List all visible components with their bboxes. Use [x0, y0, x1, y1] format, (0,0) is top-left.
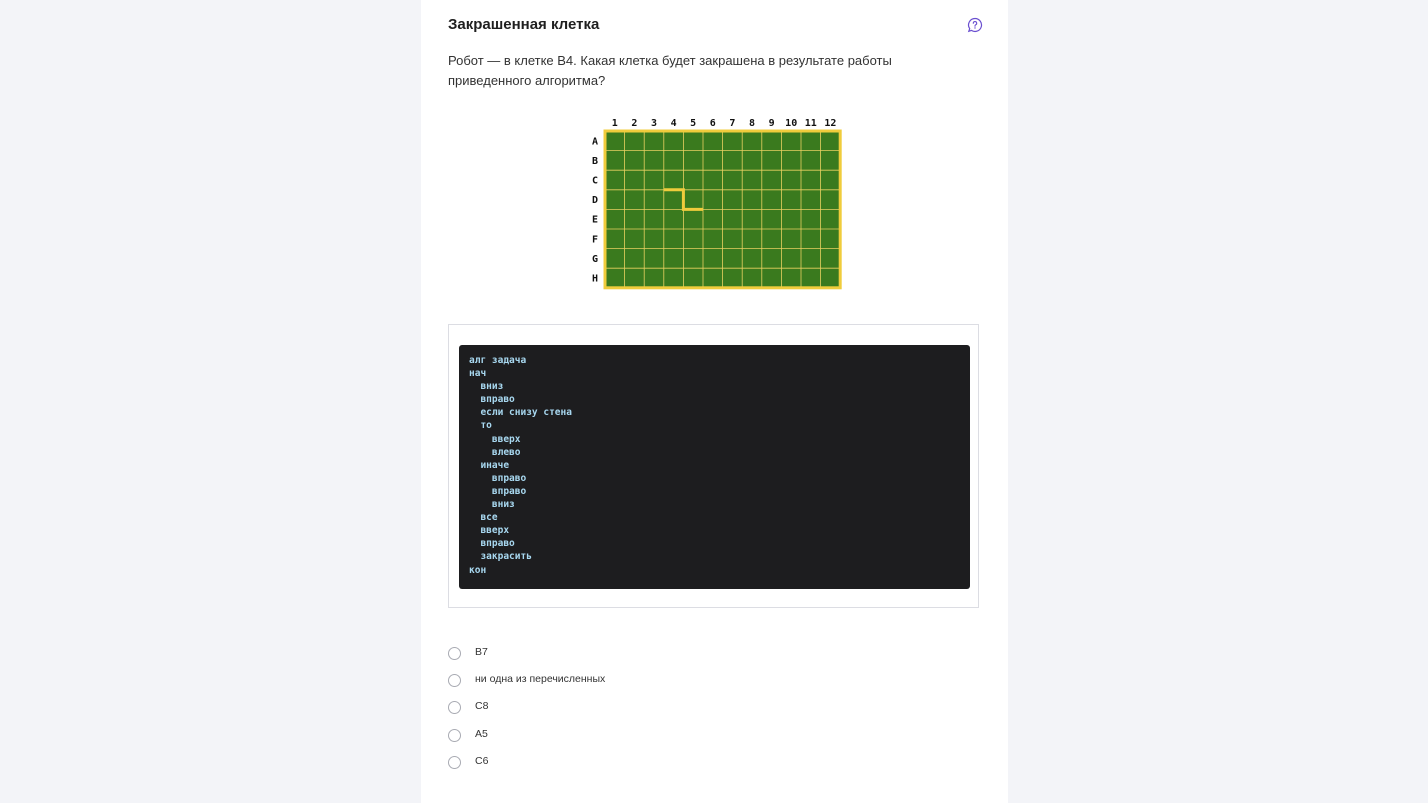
column-label: 7 — [729, 118, 736, 129]
code-line: если снизу стена — [469, 407, 572, 419]
task-title: Закрашенная клетка — [448, 16, 600, 33]
answer-radio[interactable] — [448, 647, 461, 660]
answer-radio[interactable] — [448, 701, 461, 714]
column-label: 10 — [785, 118, 798, 129]
robot-field — [586, 112, 846, 294]
column-label: 11 — [804, 118, 817, 129]
column-label: 6 — [709, 118, 716, 129]
code-line: алг задача — [469, 355, 527, 366]
code-line: нач — [469, 368, 487, 380]
algorithm-panel — [448, 324, 979, 608]
row-label: H — [591, 273, 599, 285]
code-line: влево — [469, 446, 521, 458]
column-label: 4 — [670, 118, 677, 129]
task-question: Робот — в клетке B4. Какая клетка будет закрашена в результате работы приведенного алгоритма? — [448, 53, 892, 88]
column-label: 12 — [824, 118, 837, 129]
code-line: кон — [469, 564, 487, 576]
code-line: вниз — [469, 381, 504, 393]
code-line: вверх — [469, 525, 510, 537]
code-line: все — [469, 512, 498, 524]
column-label: 9 — [768, 118, 775, 129]
row-label: B — [591, 155, 599, 167]
code-line: то — [469, 420, 492, 432]
answer-radio[interactable] — [448, 756, 461, 769]
help-chat-icon[interactable] — [967, 17, 983, 33]
row-label: C — [591, 175, 599, 187]
row-label: E — [591, 214, 599, 226]
code-line: вверх — [469, 433, 521, 445]
answer-option-label: A5 — [475, 727, 488, 740]
row-label: D — [591, 195, 599, 207]
answer-option-label: B7 — [475, 646, 488, 658]
code-line: закрасить — [469, 551, 532, 563]
column-label: 2 — [631, 118, 638, 129]
robot-field-grid — [586, 112, 846, 294]
answer-option-label: ни одна из перечисленных — [475, 673, 606, 686]
code-line: вправо — [469, 538, 515, 550]
row-label: F — [591, 234, 599, 246]
column-label: 5 — [690, 118, 697, 129]
column-label: 8 — [748, 118, 756, 129]
algorithm-code — [459, 345, 970, 589]
row-label: G — [591, 253, 599, 265]
code-line: вниз — [469, 499, 515, 511]
answer-option-label: C8 — [475, 700, 489, 713]
column-label: 1 — [611, 118, 618, 129]
code-line: вправо — [469, 472, 527, 484]
task-card — [421, 0, 1008, 803]
code-line: иначе — [469, 459, 510, 471]
code-line: вправо — [469, 394, 515, 406]
column-label: 3 — [650, 118, 658, 129]
answer-radio[interactable] — [448, 674, 461, 687]
code-line: вправо — [469, 485, 527, 497]
row-label: A — [591, 136, 599, 148]
answer-option-label: C6 — [475, 754, 489, 767]
answer-radio[interactable] — [448, 729, 461, 742]
